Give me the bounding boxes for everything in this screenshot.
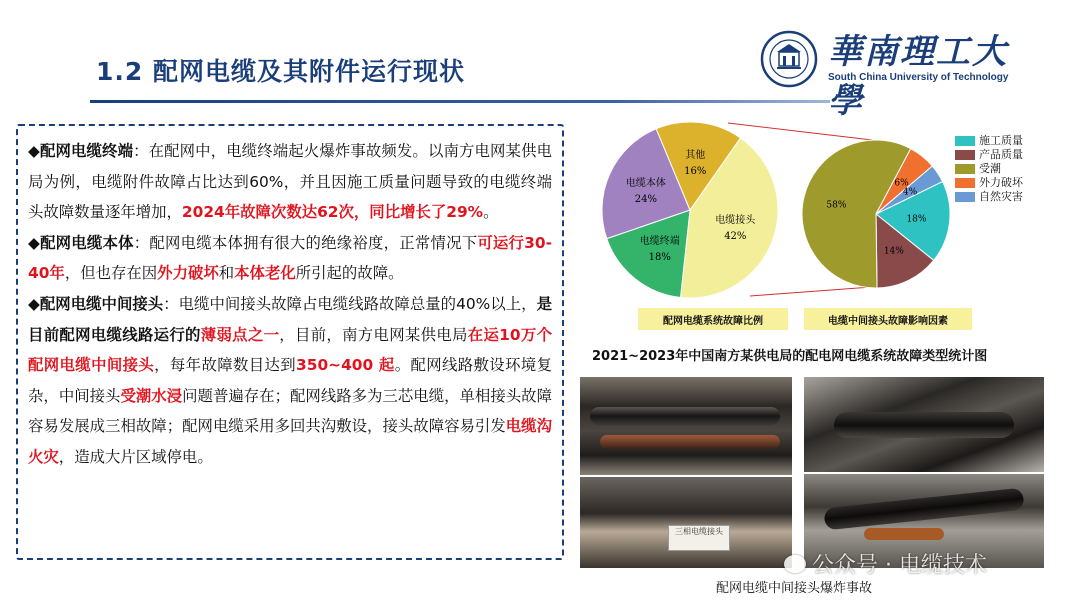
- highlight-text: 外力破坏: [157, 264, 219, 283]
- university-seal-icon: [760, 30, 818, 88]
- bullet: ◆: [28, 142, 40, 160]
- pie-slice-name: 电缆终端: [639, 235, 680, 247]
- keyword-cable-joint: 配网电缆中间接头: [39, 294, 164, 313]
- pie2-title: 电缆中间接头故障影响因素: [804, 308, 972, 330]
- legend-item: [955, 134, 1023, 148]
- legend-item: [955, 148, 1023, 162]
- pie-slice-value: 14%: [883, 246, 904, 257]
- pie-fault-proportion: [602, 122, 778, 298]
- watermark-text: 公众号 · 电缆技术: [812, 553, 987, 578]
- text-body: 问题普遍存在；配网线路多为三芯电缆，单相接头故障容易发展成三相故障；配网电缆采用多回共沟敷设，接头故障容易引发: [28, 386, 552, 436]
- keyword-cable-body: 配网电缆本体: [40, 233, 134, 252]
- legend-swatch: [955, 164, 975, 174]
- legend-label: 产品质量: [979, 148, 1023, 161]
- legend-label: 受潮: [979, 162, 1001, 175]
- wechat-icon: [784, 555, 806, 573]
- pie-slice-value: 42%: [724, 231, 747, 243]
- pie-connector-top: [728, 123, 872, 140]
- highlight-text: 2024年故障次数达62次，同比增长了29%: [181, 203, 484, 222]
- paragraph-cable-terminal: [28, 136, 552, 228]
- text-body: ：电缆中间接头故障占电缆线路故障总量的40%以上，: [163, 294, 537, 313]
- pie-slice-value: 18%: [648, 251, 671, 263]
- pie-slice-value: 16%: [684, 165, 707, 177]
- highlight-text: 350~400 起: [296, 356, 395, 375]
- text-body: ，目前，南方电网某供电局: [279, 325, 468, 344]
- legend-swatch: [955, 150, 975, 160]
- pie-slice-value: 4%: [902, 187, 918, 198]
- legend-label: 施工质量: [979, 134, 1023, 147]
- highlight-text: 可运行30-40年: [28, 233, 552, 283]
- paragraph-cable-joint: [28, 289, 552, 473]
- text-end: 。: [483, 203, 499, 222]
- pie-slice-name: 电缆接头: [715, 215, 756, 227]
- highlight-text: 薄弱点之一: [200, 325, 280, 344]
- pie-slice-name: 其他: [685, 149, 706, 161]
- pie-slice-value: 24%: [634, 194, 657, 206]
- highlight-text: 在运10万个配网电缆中间接头: [28, 325, 552, 375]
- text-panel: [16, 124, 564, 560]
- university-name-english: South China University of Technology: [828, 72, 1009, 83]
- figure-caption: 2021~2023年中国南方某供电局的配电网电缆系统故障类型统计图: [592, 349, 988, 364]
- pie-slice-value: 18%: [906, 214, 927, 225]
- text-end: ，造成大片区域停电。: [58, 447, 213, 466]
- pie1-title: 配网电缆系统故障比例: [638, 308, 788, 330]
- bullet: ◆: [28, 233, 41, 252]
- photo-burned-joint-2: [580, 477, 792, 568]
- photo-burned-joint-3: [804, 377, 1044, 472]
- fault-pie-charts: [600, 118, 960, 308]
- pie-slice-name: 电缆本体: [625, 178, 666, 190]
- text-body: ，但也存在因: [64, 264, 158, 283]
- photo-caption: 配网电缆中间接头爆炸事故: [716, 581, 873, 596]
- text-end: 所引起的故障。: [295, 264, 404, 283]
- text-bold: 是目前配网电缆线路运行的: [28, 294, 552, 344]
- text-body: 。配网线路敷设环境复杂，中间接头: [28, 356, 552, 405]
- bullet: ◆: [28, 294, 40, 313]
- text-body: ：在配网中，电缆终端起火爆炸事故频发。以南方电网某供电局为例，电缆附件故障占比达到60%，并且因施工质量问题导致的电缆终端头故障数量逐年增加，: [28, 142, 552, 222]
- pie-legend: [955, 134, 1023, 204]
- photo-burned-joint-1: [580, 377, 792, 475]
- legend-swatch: [955, 192, 975, 202]
- pie-slice-value: 58%: [826, 200, 847, 211]
- legend-item: [955, 176, 1023, 190]
- legend-label: 自然灾害: [979, 190, 1023, 203]
- pie-slice-value: 6%: [894, 178, 909, 189]
- legend-item: [955, 162, 1023, 176]
- legend-swatch: [955, 136, 975, 146]
- cable-tag: 三相电缆接头: [668, 525, 730, 551]
- university-name: 華南理工大學: [828, 32, 1008, 121]
- watermark: [784, 548, 987, 579]
- pie-joint-factors: [802, 140, 950, 288]
- text-body: 和: [218, 264, 235, 283]
- legend-label: 外力破坏: [979, 176, 1023, 189]
- paragraph-cable-body: [28, 228, 552, 289]
- text-body: ：配网电缆本体拥有很大的绝缘裕度，正常情况下: [133, 233, 478, 252]
- highlight-text: 受潮水浸: [120, 386, 183, 405]
- page-title: 1.2 配网电缆及其附件运行现状: [96, 57, 465, 86]
- text-body: ，每年故障数目达到: [154, 356, 297, 375]
- legend-item: [955, 190, 1023, 204]
- title-underline: [90, 100, 830, 103]
- highlight-text: 电缆沟火灾: [28, 417, 552, 466]
- highlight-text: 本体老化: [234, 264, 296, 283]
- legend-swatch: [955, 178, 975, 188]
- keyword-cable-terminal: 配网电缆终端: [39, 142, 134, 160]
